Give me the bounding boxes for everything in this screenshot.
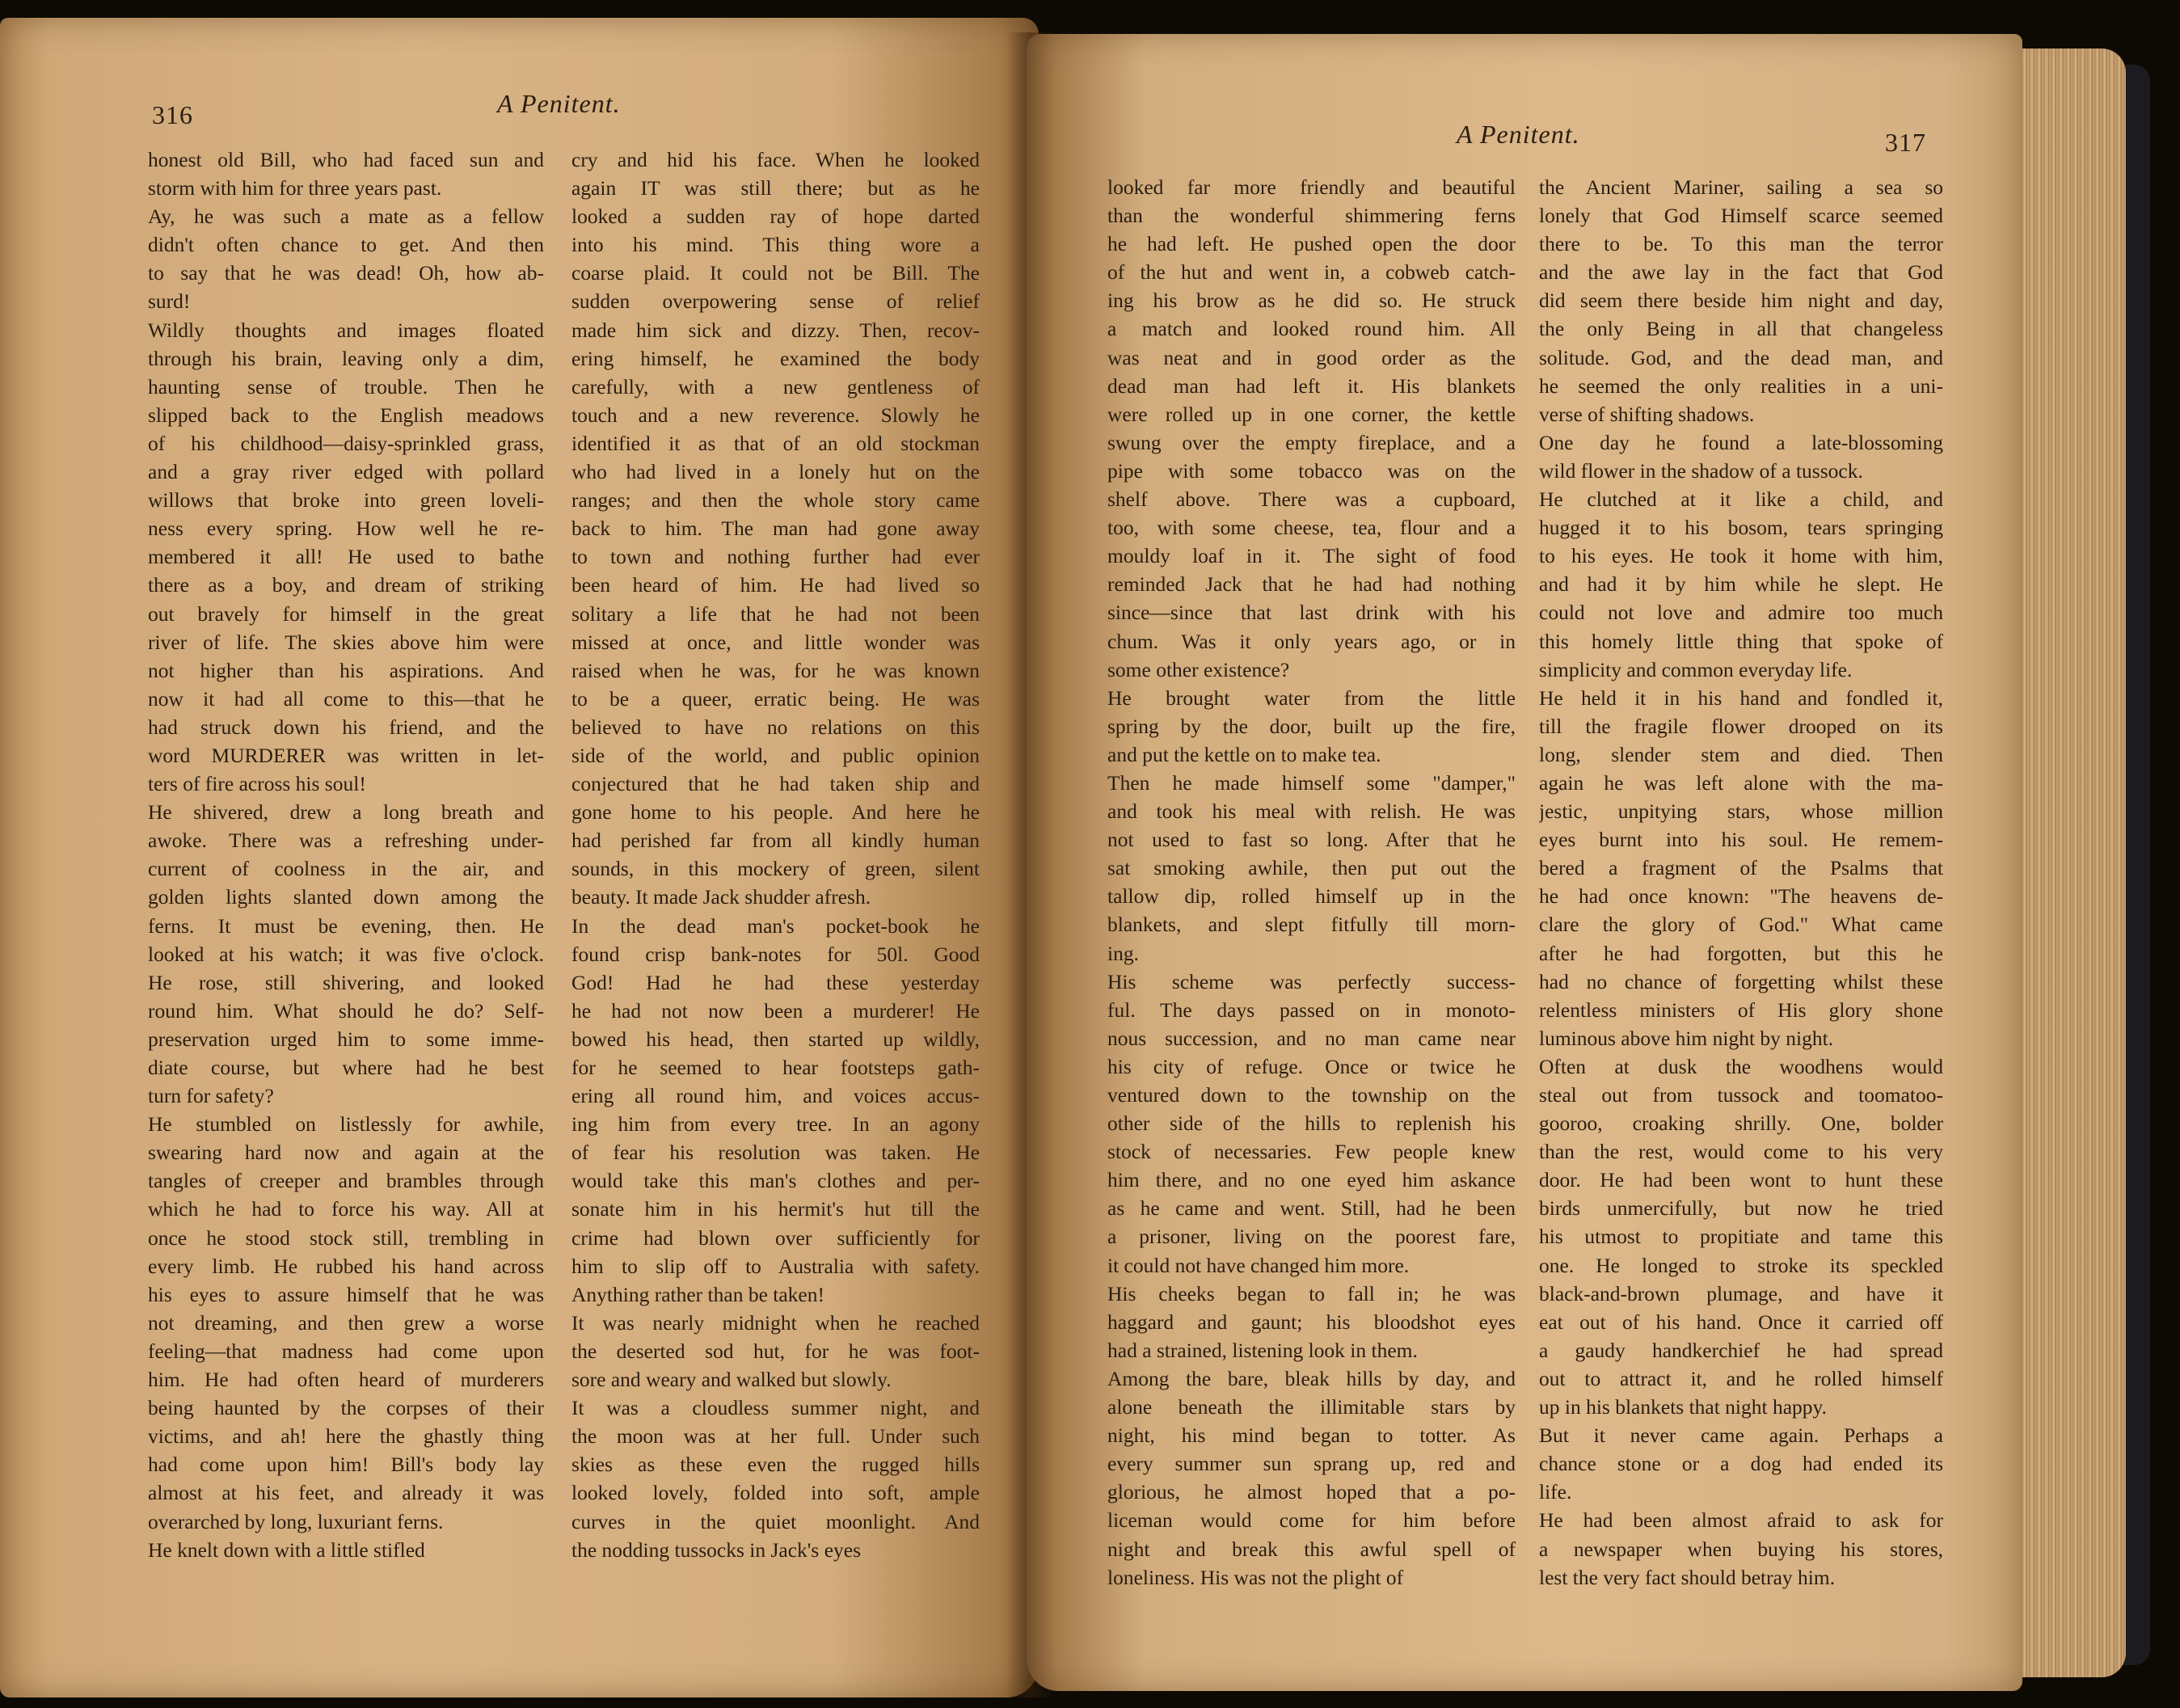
text-line: this homely little thing that spoke of [1539, 629, 1943, 653]
text-line: again IT was still there; but as he [571, 176, 980, 200]
text-line: after he had forgotten, but this he [1539, 941, 1943, 965]
text-line: looked at his watch; it was five o'clock. [148, 942, 544, 966]
text-line: lest the very fact should betray him. [1539, 1565, 1836, 1589]
text-line: ness every spring. How well he re- [148, 517, 544, 541]
text-line: sat smoking awhile, then put out the [1107, 856, 1516, 880]
text-line: not used to fast so long. After that he [1107, 828, 1516, 852]
text-line: night and break this awful spell of [1107, 1537, 1516, 1561]
text-line: sudden overpowering sense of relief [571, 289, 980, 314]
text-line: door. He had been wont to hunt these [1539, 1168, 1943, 1192]
text-line: one. He longed to stroke its speckled [1539, 1253, 1943, 1277]
text-line: of fear his resolution was taken. He [571, 1141, 980, 1165]
text-line: touch and a new reverence. Slowly he [571, 403, 980, 427]
text-line: liceman would come for him before [1107, 1508, 1516, 1533]
text-line: Then he made himself some "damper," [1107, 770, 1516, 795]
text-line: a prisoner, living on the poorest fare, [1107, 1225, 1516, 1249]
text-line: being haunted by the corpses of their [148, 1396, 544, 1420]
text-line: up in his blankets that night happy. [1539, 1395, 1828, 1419]
text-line: there to be. To this man the terror [1539, 232, 1943, 256]
text-line: steal out from tussock and toomatoo- [1539, 1083, 1943, 1107]
text-line: luminous above him night by night. [1539, 1026, 1834, 1050]
text-line: had come upon him! Bill's body lay [148, 1453, 544, 1477]
text-line: other side of the hills to replenish his [1107, 1111, 1516, 1136]
text-line: glorious, he almost hoped that a po- [1107, 1480, 1516, 1504]
text-line: had a strained, listening look in them. [1107, 1338, 1418, 1362]
text-line: clare the glory of God." What came [1539, 913, 1943, 937]
text-line: sonate him in his hermit's hut till the [571, 1197, 980, 1221]
text-line: again he was left alone with the ma- [1539, 770, 1943, 795]
text-line: through his brain, leaving only a dim, [148, 346, 544, 370]
text-line: storm with him for three years past. [148, 176, 442, 200]
text-line: the moon was at her full. Under such [571, 1424, 980, 1449]
text-line: He knelt down with a little stifled [148, 1537, 425, 1562]
text-line: awoke. There was a refreshing under- [148, 829, 544, 853]
text-line: of the hut and went in, a cobweb catch- [1107, 260, 1516, 285]
text-line: long, slender stem and died. Then [1539, 742, 1943, 766]
text-line: now it had all come to this—that he [148, 686, 544, 711]
text-line: God! Had he had these yesterday [571, 970, 980, 994]
text-line: and a gray river edged with pollard [148, 460, 544, 484]
text-line: carefully, with a new gentleness of [571, 374, 980, 399]
text-line: than the wonderful shimmering ferns [1107, 204, 1516, 228]
text-line: tangles of creeper and brambles through [148, 1169, 544, 1193]
text-line: there as a boy, and dream of striking [148, 573, 544, 597]
text-line: overarched by long, luxuriant ferns. [148, 1509, 444, 1533]
text-line: skies as these even the rugged hills [571, 1453, 980, 1477]
text-line: since—since that last drink with his [1107, 601, 1516, 625]
text-line: gooroo, croaking shrilly. One, bolder [1539, 1111, 1943, 1136]
text-line: a match and looked round him. All [1107, 317, 1516, 341]
text-line: and took his meal with relish. He was [1107, 799, 1516, 824]
text-line: surd! [148, 289, 191, 314]
text-line: He stumbled on listlessly for awhile, [148, 1112, 544, 1137]
text-line: bered a fragment of the Psalms that [1539, 856, 1943, 880]
text-line: some other existence? [1107, 657, 1290, 681]
text-line: the deserted sod hut, for he was foot- [571, 1339, 980, 1363]
text-line: black-and-brown plumage, and have it [1539, 1281, 1943, 1305]
text-line: verse of shifting shadows. [1539, 402, 1755, 426]
text-line: membered it all! He used to bathe [148, 545, 544, 569]
left-page [0, 18, 1039, 1697]
text-line: ing him from every tree. In an agony [571, 1112, 980, 1137]
text-line: found crisp bank-notes for 50l. Good [571, 942, 980, 966]
text-line: alone beneath the illimitable stars by [1107, 1395, 1516, 1419]
right-running-title: A Penitent. [1457, 120, 1580, 149]
text-line: eyes burnt into his soul. He remem- [1539, 828, 1943, 852]
text-line: ering all round him, and voices accus- [571, 1084, 980, 1108]
text-line: him there, and no one eyed him askance [1107, 1168, 1516, 1192]
text-line: chance stone or a dog had ended its [1539, 1452, 1943, 1476]
text-line: raised when he was, for he was known [571, 658, 980, 682]
text-line: the nodding tussocks in Jack's eyes [571, 1537, 862, 1562]
text-line: a gaudy handkerchief he had spread [1539, 1338, 1943, 1362]
text-line: Ay, he was such a mate as a fellow [148, 205, 544, 229]
text-line: ranges; and then the whole story came [571, 488, 980, 512]
text-line: to be a queer, erratic being. He was [571, 686, 980, 711]
text-line: did seem there beside him night and day, [1539, 289, 1943, 313]
text-line: it could not have changed him more. [1107, 1253, 1410, 1277]
text-line: and the awe lay in the fact that God [1539, 260, 1943, 285]
text-line: not dreaming, and then grew a worse [148, 1310, 544, 1335]
text-line: current of coolness in the air, and [148, 857, 544, 881]
text-line: stock of necessaries. Few people knew [1107, 1140, 1516, 1164]
text-line: He shivered, drew a long breath and [148, 800, 544, 824]
text-line: been heard of him. He had lived so [571, 573, 980, 597]
text-line: nous succession, and no man came near [1107, 1026, 1516, 1050]
text-line: haunting sense of trouble. Then he [148, 374, 544, 399]
text-line: simplicity and common everyday life. [1539, 657, 1853, 681]
text-line: Anything rather than be taken! [571, 1282, 824, 1306]
text-line: blankets, and slept fitfully till morn- [1107, 913, 1516, 937]
text-line: river of life. The skies above him were [148, 630, 544, 654]
text-line: shelf above. There was a cupboard, [1107, 487, 1516, 512]
text-line: till the fragile flower drooped on its [1539, 714, 1943, 738]
text-line: swearing hard now and again at the [148, 1141, 544, 1165]
text-line: He rose, still shivering, and looked [148, 970, 544, 994]
text-line: bowed his head, then started up wildly, [571, 1027, 980, 1051]
text-line: identified it as that of an old stockman [571, 431, 980, 455]
text-line: ful. The days passed on in monoto- [1107, 997, 1516, 1022]
text-line: had struck down his friend, and the [148, 715, 544, 739]
text-line: would take this man's clothes and per- [571, 1169, 980, 1193]
text-line: His scheme was perfectly success- [1107, 969, 1516, 993]
text-line: reminded Jack that he had had nothing [1107, 572, 1516, 597]
text-line: night, his mind began to totter. As [1107, 1423, 1516, 1448]
text-line: looked far more friendly and beautiful [1107, 175, 1516, 199]
text-line: made him sick and dizzy. Then, recov- [571, 318, 980, 342]
text-line: birds unmercifully, but now he tried [1539, 1196, 1943, 1221]
text-line: too, with some cheese, tea, flour and a [1107, 516, 1516, 540]
text-line: word MURDERER was written in let- [148, 743, 544, 767]
text-line: round him. What should he do? Self- [148, 998, 544, 1023]
text-line: looked a sudden ray of hope darted [571, 205, 980, 229]
text-line: beauty. It made Jack shudder afresh. [571, 885, 871, 909]
text-line: out bravely for himself in the great [148, 601, 544, 626]
text-line: the Ancient Mariner, sailing a sea so [1539, 175, 1943, 199]
right-page-number: 317 [1885, 128, 1926, 157]
text-line: Among the bare, bleak hills by day, and [1107, 1366, 1516, 1390]
text-line: coarse plaid. It could not be Bill. The [571, 261, 980, 285]
text-line: ering himself, he examined the body [571, 346, 980, 370]
text-line: jestic, unpitying stars, whose million [1539, 799, 1943, 824]
text-line: almost at his feet, and already it was [148, 1481, 544, 1505]
text-line: sore and weary and walked but slowly. [571, 1368, 892, 1392]
text-line: had no chance of forgetting whilst these [1539, 969, 1943, 993]
text-line: into his mind. This thing wore a [571, 233, 980, 257]
text-line: gone home to his people. And here he [571, 800, 980, 824]
text-line: to say that he was dead! Oh, how ab- [148, 261, 544, 285]
left-column-2 [571, 145, 980, 1609]
text-line: solitude. God, and the dead man, and [1539, 345, 1943, 369]
text-line: back to him. The man had gone away [571, 517, 980, 541]
text-line: believed to have no relations on this [571, 715, 980, 739]
text-line: ing. [1107, 941, 1139, 965]
text-line: to town and nothing further had ever [571, 545, 980, 569]
text-line: In the dead man's pocket-book he [571, 913, 980, 938]
text-line: spring by the door, built up the fire, [1107, 714, 1516, 738]
text-line: him. He had often heard of murderers [148, 1368, 544, 1392]
text-line: were rolled up in one corner, the kettle [1107, 402, 1516, 426]
text-line: who had lived in a lonely hut on the [571, 460, 980, 484]
text-line: to his eyes. He took it home with him, [1539, 544, 1943, 568]
text-line: loneliness. His was not the plight of [1107, 1565, 1404, 1589]
text-line: lonely that God Himself scarce seemed [1539, 204, 1943, 228]
text-line: sounds, in this mockery of green, silent [571, 857, 980, 881]
text-line: wild flower in the shadow of a tussock. [1539, 458, 1863, 483]
text-line: not higher than his aspirations. And [148, 658, 544, 682]
text-line: ferns. It must be evening, then. He [148, 913, 544, 938]
text-line: mouldy loaf in it. The sight of food [1107, 544, 1516, 568]
text-line: looked lovely, folded into soft, ample [571, 1481, 980, 1505]
text-line: eat out of his hand. Once it carried off [1539, 1309, 1943, 1334]
text-line: his utmost to propitiate and tame this [1539, 1225, 1943, 1249]
text-line: and put the kettle on to make tea. [1107, 742, 1381, 766]
text-line: ing his brow as he did so. He struck [1107, 289, 1516, 313]
text-line: he had not now been a murderer! He [571, 998, 980, 1023]
text-line: His cheeks began to fall in; he was [1107, 1281, 1516, 1305]
right-page [1027, 34, 2022, 1691]
text-line: crime had blown over sufficiently for [571, 1225, 980, 1250]
text-line: a newspaper when buying his stores, [1539, 1537, 1943, 1561]
text-line: tallow dip, rolled himself up in the [1107, 884, 1516, 909]
text-line: cry and hid his face. When he looked [571, 148, 980, 171]
text-line: He held it in his hand and fondled it, [1539, 685, 1943, 710]
text-line: He clutched at it like a child, and [1539, 487, 1943, 512]
text-line: But it never came again. Perhaps a [1539, 1423, 1943, 1448]
text-line: his eyes to assure himself that he was [148, 1282, 544, 1306]
text-line: haggard and gaunt; his bloodshot eyes [1107, 1309, 1516, 1334]
text-line: he seemed the only realities in a uni- [1539, 373, 1943, 398]
text-line: him to slip off to Australia with safety. [571, 1254, 980, 1278]
text-line: which he had to force his way. All at [148, 1197, 544, 1221]
text-line: ters of fire across his soul! [148, 772, 366, 796]
text-line: golden lights slanted down among the [148, 885, 544, 909]
text-line: life. [1539, 1480, 1572, 1504]
right-column-2 [1539, 173, 1943, 1636]
text-line: chum. Was it only years ago, or in [1107, 629, 1516, 653]
text-line: swung over the empty fireplace, and a [1107, 430, 1516, 454]
text-line: dead man had left it. His blankets [1107, 373, 1516, 398]
text-line: It was nearly midnight when he reached [571, 1310, 980, 1335]
text-line: relentless ministers of His glory shone [1539, 997, 1943, 1022]
text-line: pipe with some tobacco was on the [1107, 458, 1516, 483]
text-line: didn't often chance to get. And then [148, 233, 544, 257]
page-edges [2013, 48, 2126, 1677]
text-line: honest old Bill, who had faced sun and [148, 148, 544, 171]
text-line: curves in the quiet moonlight. And [571, 1509, 980, 1533]
right-column-1 [1107, 173, 1516, 1636]
text-line: was neat and in good order as the [1107, 345, 1516, 369]
text-line: he had once known: "The heavens de- [1539, 884, 1943, 909]
text-line: turn for safety? [148, 1084, 274, 1108]
text-line: It was a cloudless summer night, and [571, 1396, 980, 1420]
text-line: out to attract it, and he rolled himself [1539, 1366, 1943, 1390]
text-line: slipped back to the English meadows [148, 403, 544, 427]
text-line: could not love and admire too much [1539, 601, 1943, 625]
text-line: diate course, but where had he best [148, 1056, 544, 1079]
text-line: hugged it to his bosom, tears springing [1539, 516, 1943, 540]
text-line: preservation urged him to some imme- [148, 1027, 544, 1051]
text-line: missed at once, and little wonder was [571, 630, 980, 654]
left-column-1 [148, 145, 544, 1609]
text-line: every limb. He rubbed his hand across [148, 1254, 544, 1278]
text-line: solitary a life that he had not been [571, 601, 980, 626]
text-line: for he seemed to hear footsteps gath- [571, 1056, 980, 1079]
text-line: victims, and ah! here the ghastly thing [148, 1424, 544, 1449]
text-line: of his childhood—daisy-sprinkled grass, [148, 431, 544, 455]
text-line: as he came and went. Still, had he been [1107, 1196, 1516, 1221]
text-line: conjectured that he had taken ship and [571, 772, 980, 796]
left-running-title: A Penitent. [497, 89, 621, 118]
text-line: ventured down to the township on the [1107, 1083, 1516, 1107]
text-line: One day he found a late-blossoming [1539, 430, 1943, 454]
text-line: once he stood stock still, trembling in [148, 1225, 544, 1250]
text-line: Wildly thoughts and images floated [148, 318, 544, 342]
text-line: He brought water from the little [1107, 685, 1516, 710]
text-line: he had left. He pushed open the door [1107, 232, 1516, 256]
text-line: feeling—that madness had come upon [148, 1339, 544, 1363]
text-line: He had been almost afraid to ask for [1539, 1508, 1943, 1533]
text-line: his city of refuge. Once or twice he [1107, 1054, 1516, 1078]
left-page-number: 316 [152, 100, 193, 129]
text-line: than the rest, would come to his very [1539, 1140, 1943, 1164]
text-line: and had it by him while he slept. He [1539, 572, 1943, 597]
text-line: the only Being in all that changeless [1539, 317, 1943, 341]
text-line: every summer sun sprang up, red and [1107, 1452, 1516, 1476]
text-line: had perished far from all kindly human [571, 829, 980, 853]
text-line: willows that broke into green loveli- [148, 488, 544, 512]
text-line: Often at dusk the woodhens would [1539, 1054, 1943, 1078]
text-line: side of the world, and public opinion [571, 743, 980, 767]
